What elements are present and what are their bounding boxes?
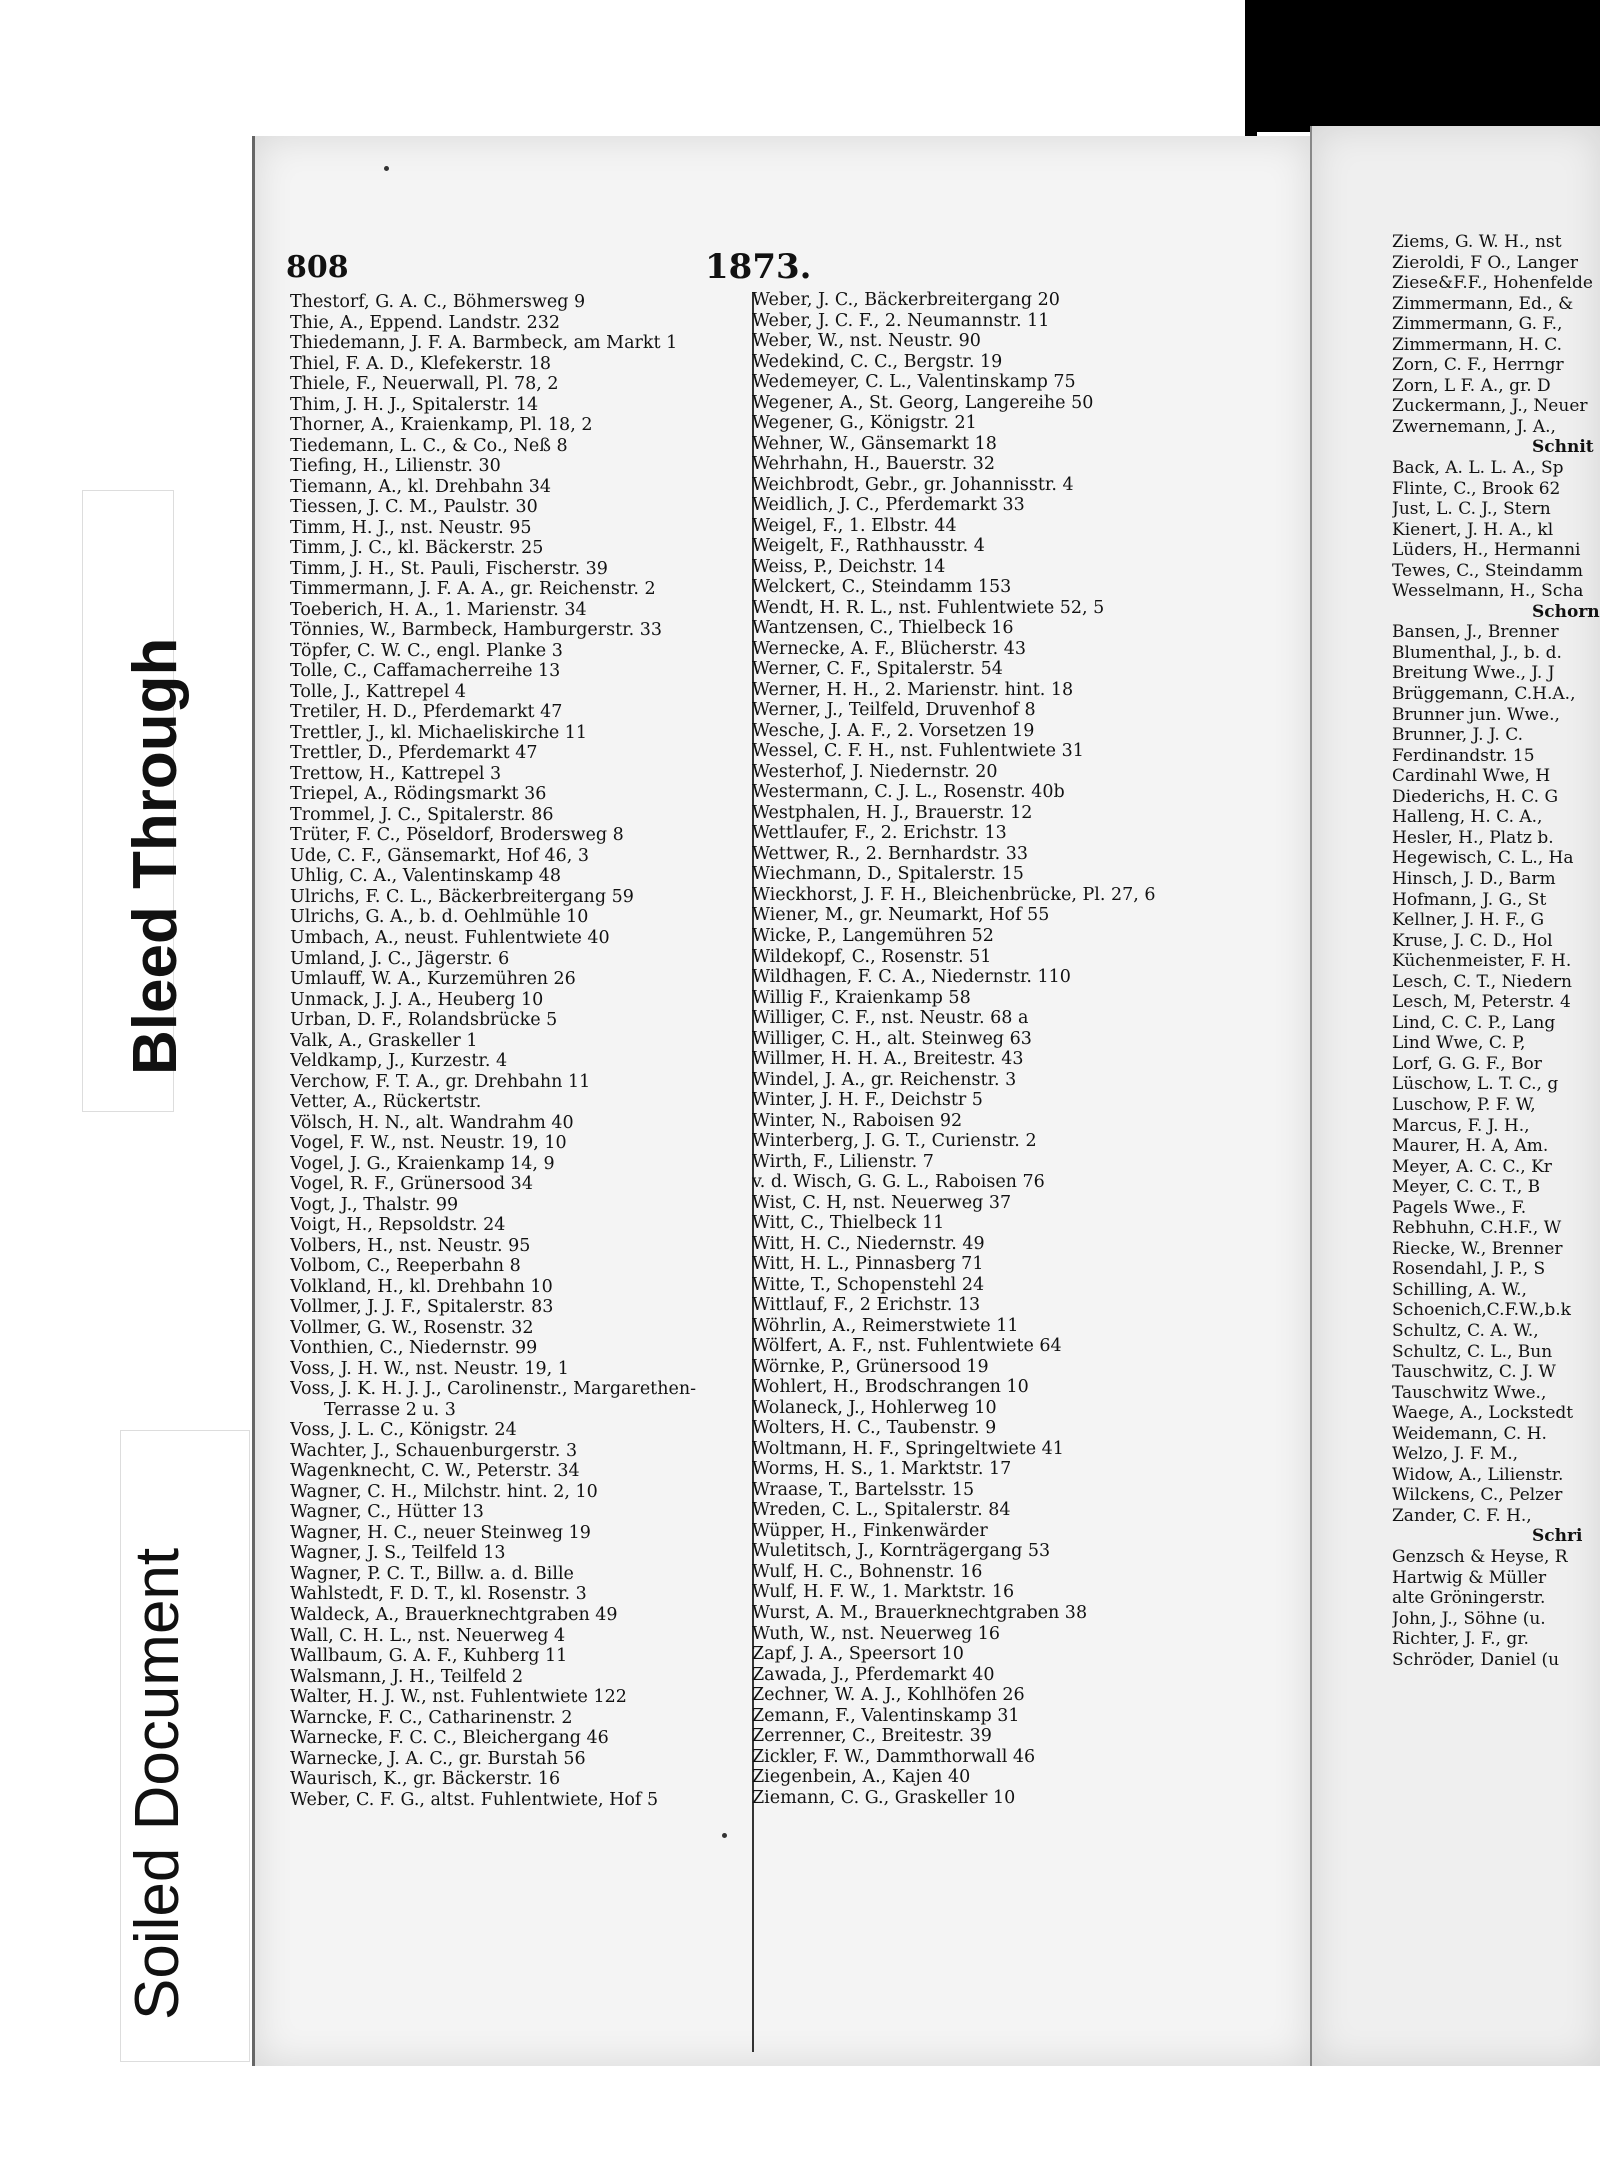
directory-entry: Westphalen, H. J., Brauerstr. 12: [752, 802, 1033, 823]
directory-entry: Zapf, J. A., Speersort 10: [752, 1644, 964, 1665]
soiled-document-label: Soiled Document: [123, 1547, 192, 2020]
directory-entry: Vogel, J. G., Kraienkamp 14, 9: [290, 1153, 555, 1174]
directory-entry: Tewes, C., Steindamm: [1392, 560, 1584, 581]
directory-entry: Tönnies, W., Barmbeck, Hamburgerstr. 33: [290, 620, 662, 641]
directory-entry: Weber, J. C., Bäckerbreitergang 20: [752, 290, 1060, 310]
directory-entry: Trettler, J., kl. Michaeliskirche 11: [290, 722, 588, 743]
directory-entry: Wulf, H. C., Bohnenstr. 16: [752, 1561, 983, 1582]
directory-entry: Wagner, C., Hütter 13: [290, 1502, 484, 1523]
directory-entry: Lind, C. C. P., Lang: [1392, 1012, 1556, 1033]
directory-entry: Wagenknecht, C. W., Peterstr. 34: [290, 1461, 580, 1482]
directory-entry: Wedemeyer, C. L., Valentinskamp 75: [752, 372, 1076, 393]
directory-entry: Vollmer, G. W., Rosenstr. 32: [290, 1317, 534, 1338]
directory-entry: Völsch, H. N., alt. Wandrahm 40: [290, 1112, 574, 1133]
directory-entry: Breitung Wwe., J. J: [1392, 663, 1555, 684]
directory-entry: Volkland, H., kl. Drehbahn 10: [290, 1276, 553, 1297]
directory-entry: Wall, C. H. L., nst. Neuerweg 4: [290, 1625, 566, 1646]
directory-entry: Waurisch, K., gr. Bäckerstr. 16: [290, 1769, 561, 1790]
directory-entry: Timm, H. J., nst. Neustr. 95: [290, 517, 532, 538]
directory-entry: Pagels Wwe., F.: [1392, 1197, 1527, 1218]
directory-entry: Wuth, W., nst. Neuerweg 16: [752, 1623, 1001, 1644]
page-year: 1873.: [705, 247, 812, 287]
directory-entry: Wehrhahn, H., Bauerstr. 32: [752, 454, 996, 475]
directory-entry: Lesch, C. T., Niedern: [1392, 971, 1573, 992]
directory-entry: Wessel, C. F. H., nst. Fuhlentwiete 31: [752, 741, 1084, 762]
directory-entry: Vetter, A., Rückertstr.: [290, 1092, 482, 1113]
directory-entry: Wöhrlin, A., Reimerstwiete 11: [752, 1315, 1019, 1336]
page-number: 808: [286, 250, 349, 285]
directory-entry: Diederichs, H. C. G: [1392, 786, 1559, 807]
directory-entry: Walter, H. J. W., nst. Fuhlentwiete 122: [290, 1687, 627, 1708]
directory-entry: Thorner, A., Kraienkamp, Pl. 18, 2: [290, 415, 593, 436]
left-column: [290, 292, 752, 1810]
directory-entry: Cardinahl Wwe, H: [1392, 766, 1551, 787]
frame-top-bar: [1245, 0, 1600, 132]
directory-entry: Wendt, H. R. L., nst. Fuhlentwiete 52, 5: [752, 597, 1105, 618]
directory-entry: Weichbrodt, Gebr., gr. Johannisstr. 4: [752, 474, 1074, 495]
directory-entry: Wulf, H. F. W., 1. Marktstr. 16: [752, 1582, 1015, 1603]
directory-entry: Zuckermann, J., Neuer: [1392, 396, 1588, 417]
directory-entry: Tiessen, J. C. M., Paulstr. 30: [290, 497, 538, 518]
directory-entry: Rosendahl, J. P., S: [1392, 1259, 1546, 1280]
directory-entry: Weber, J. C. F., 2. Neumannstr. 11: [752, 310, 1050, 331]
directory-entry: Vogel, F. W., nst. Neustr. 19, 10: [290, 1133, 567, 1154]
directory-entry: Werner, J., Teilfeld, Druvenhof 8: [752, 700, 1036, 721]
directory-entry: Lind Wwe, C. P,: [1392, 1033, 1526, 1054]
directory-entry: Ulrichs, G. A., b. d. Oehlmühle 10: [290, 907, 589, 928]
directory-entry: Wernecke, A. F., Blücherstr. 43: [752, 638, 1027, 659]
directory-entry: Wachter, J., Schauenburgerstr. 3: [290, 1440, 578, 1461]
directory-entry: Blumenthal, J., b. d.: [1392, 642, 1562, 663]
directory-entry: Wagner, J. S., Teilfeld 13: [290, 1543, 506, 1564]
directory-entry: Lüders, H., Hermanni: [1392, 540, 1581, 561]
directory-entry: Williger, C. F., nst. Neustr. 68 a: [752, 1008, 1029, 1029]
directory-entry: Wildhagen, F. C. A., Niedernstr. 110: [752, 967, 1071, 988]
directory-entry: Schilling, A. W.,: [1392, 1279, 1527, 1300]
directory-entry: Tiemann, A., kl. Drehbahn 34: [290, 476, 552, 497]
directory-entry: Winterberg, J. G. T., Curienstr. 2: [752, 1131, 1037, 1152]
directory-entry: Zimmermann, Ed., &: [1392, 293, 1574, 314]
directory-entry: Witt, C., Thielbeck 11: [752, 1213, 945, 1234]
directory-entry: Westermann, C. J. L., Rosenstr. 40b: [752, 782, 1065, 803]
directory-entry: Wesche, J. A. F., 2. Vorsetzen 19: [752, 720, 1035, 741]
directory-entry: Maurer, H. A, Am.: [1392, 1136, 1549, 1157]
directory-entry: Ziese&F.F., Hohenfelde: [1392, 273, 1593, 294]
directory-entry: Ziemann, C. G., Graskeller 10: [752, 1787, 1016, 1808]
directory-entry: Witte, T., Schopenstehl 24: [752, 1274, 985, 1295]
directory-entry: Hinsch, J. D., Barm: [1392, 868, 1556, 889]
directory-entry: Weiss, P., Deichstr. 14: [752, 556, 946, 577]
directory-entry: Zimmermann, H. C.: [1392, 334, 1563, 355]
directory-entry: Tretiler, H. D., Pferdemarkt 47: [290, 702, 563, 723]
directory-entry: Rebhuhn, C.H.F., W: [1392, 1218, 1562, 1239]
directory-entry: Voss, J. H. W., nst. Neustr. 19, 1: [290, 1358, 569, 1379]
directory-entry: Flinte, C., Brook 62: [1392, 478, 1561, 499]
directory-entry: Back, A. L. L. A., Sp: [1392, 458, 1564, 479]
directory-entry: Thiedemann, J. F. A. Barmbeck, am Markt 1: [290, 333, 678, 354]
directory-entry: Worms, H. S., 1. Marktstr. 17: [752, 1459, 1012, 1480]
directory-entry: Williger, C. H., alt. Steinweg 63: [752, 1028, 1032, 1049]
directory-entry: alte Gröningerstr.: [1392, 1588, 1546, 1609]
directory-entry: Terrasse 2 u. 3: [324, 1399, 456, 1420]
directory-entry: Wölfert, A. F., nst. Fuhlentwiete 64: [752, 1336, 1062, 1357]
directory-entry: Wilckens, C., Pelzer: [1392, 1485, 1563, 1506]
directory-entry: Werner, C. F., Spitalerstr. 54: [752, 659, 1003, 680]
directory-entry: Riecke, W., Brenner: [1392, 1238, 1563, 1259]
directory-entry: Ziems, G. W. H., nst: [1392, 232, 1562, 252]
frame-right-bar: [1245, 0, 1257, 140]
directory-entry: Windel, J. A., gr. Reichenstr. 3: [752, 1069, 1017, 1090]
directory-entry: Westerhof, J. Niedernstr. 20: [752, 761, 998, 782]
directory-entry: Schoenich,C.F.W.,b.k: [1392, 1300, 1571, 1321]
directory-entry: Wiechmann, D., Spitalerstr. 15: [752, 864, 1024, 885]
directory-entry: Voigt, H., Repsoldstr. 24: [290, 1215, 506, 1236]
directory-entry: v. d. Wisch, G. G. L., Raboisen 76: [752, 1172, 1045, 1193]
directory-entry: Wantzensen, C., Thielbeck 16: [752, 618, 1014, 639]
directory-entry: Valk, A., Graskeller 1: [290, 1030, 478, 1051]
directory-entry: Willmer, H. H. A., Breitestr. 43: [752, 1049, 1024, 1070]
directory-entry: Ferdinandstr. 15: [1392, 745, 1535, 766]
directory-entry: Küchenmeister, F. H.: [1392, 951, 1572, 972]
directory-entry: Wegener, A., St. Georg, Langereihe 50: [752, 392, 1094, 413]
directory-entry: Schultz, C. L., Bun: [1392, 1341, 1553, 1362]
directory-entry: Just, L. C. J., Stern: [1392, 499, 1551, 520]
directory-entry: Thiele, F., Neuerwall, Pl. 78, 2: [290, 374, 559, 395]
directory-entry: Thestorf, G. A. C., Böhmersweg 9: [290, 292, 586, 312]
directory-entry: Wesselmann, H., Scha: [1392, 581, 1584, 602]
directory-entry: Umland, J. C., Jägerstr. 6: [290, 948, 510, 969]
directory-entry: Witt, H. L., Pinnasberg 71: [752, 1254, 984, 1275]
directory-entry: Warncke, F. C., Catharinenstr. 2: [290, 1707, 573, 1728]
directory-entry: Wolaneck, J., Hohlerweg 10: [752, 1397, 997, 1418]
directory-entry: Trettow, H., Kattrepel 3: [290, 763, 502, 784]
directory-entry: Wedekind, C. C., Bergstr. 19: [752, 351, 1003, 372]
directory-entry: Thie, A., Eppend. Landstr. 232: [290, 312, 560, 333]
directory-entry: Wittlauf, F., 2 Erichstr. 13: [752, 1295, 981, 1316]
directory-entry: John, J., Söhne (u.: [1392, 1608, 1546, 1629]
directory-entry: Kienert, J. H. A., kl: [1392, 519, 1554, 540]
directory-entry: Tiefing, H., Lilienstr. 30: [290, 456, 501, 477]
directory-entry: Winter, N., Raboisen 92: [752, 1110, 963, 1131]
directory-entry: Luschow, P. F. W,: [1392, 1094, 1536, 1115]
directory-entry: Winter, J. H. F., Deichstr 5: [752, 1090, 983, 1111]
directory-entry: Werner, H. H., 2. Marienstr. hint. 18: [752, 679, 1074, 700]
section-heading: Schri: [1532, 1526, 1583, 1547]
section-heading: Schorn: [1532, 601, 1600, 622]
directory-entry: Wildekopf, C., Rosenstr. 51: [752, 946, 992, 967]
directory-entry: Kruse, J. C. D., Hol: [1392, 930, 1553, 951]
directory-entry: Wolters, H. C., Taubenstr. 9: [752, 1418, 997, 1439]
directory-entry: Wiener, M., gr. Neumarkt, Hof 55: [752, 905, 1050, 926]
directory-entry: Hofmann, J. G., St: [1392, 889, 1547, 910]
directory-entry: Zemann, F., Valentinskamp 31: [752, 1705, 1020, 1726]
directory-entry: Ulrichs, F. C. L., Bäckerbreitergang 59: [290, 886, 634, 907]
right-column: [1392, 232, 1600, 1670]
directory-entry: Lesch, M, Peterstr. 4: [1392, 992, 1571, 1013]
directory-entry: Wuletitsch, J., Kornträgergang 53: [752, 1541, 1051, 1562]
directory-entry: Tolle, J., Kattrepel 4: [290, 681, 467, 702]
directory-entry: Meyer, A. C. C., Kr: [1392, 1156, 1552, 1177]
directory-entry: Zawada, J., Pferdemarkt 40: [752, 1664, 995, 1685]
directory-entry: Zander, C. F. H.,: [1392, 1505, 1532, 1526]
directory-entry: Tauschwitz Wwe.,: [1392, 1382, 1547, 1403]
directory-entry: Vogel, R. F., Grünersood 34: [290, 1174, 533, 1195]
directory-entry: Zerrenner, C., Breitestr. 39: [752, 1726, 992, 1747]
directory-entry: Tiedemann, L. C., & Co., Neß 8: [290, 435, 568, 456]
directory-entry: Unmack, J. J. A., Heuberg 10: [290, 989, 544, 1010]
directory-entry: Toeberich, H. A., 1. Marienstr. 34: [290, 599, 587, 620]
directory-entry: Timm, J. H., St. Pauli, Fischerstr. 39: [290, 558, 608, 579]
directory-entry: Wirth, F., Lilienstr. 7: [752, 1151, 934, 1172]
directory-entry: Bansen, J., Brenner: [1392, 622, 1559, 643]
directory-entry: Schröder, Daniel (u: [1392, 1649, 1560, 1670]
directory-entry: Warnecke, F. C. C., Bleichergang 46: [290, 1728, 609, 1749]
directory-entry: Wüpper, H., Finkenwärder: [752, 1520, 988, 1541]
directory-entry: Vogt, J., Thalstr. 99: [290, 1194, 459, 1215]
directory-entry: Weigel, F., 1. Elbstr. 44: [752, 515, 957, 536]
directory-entry: Waldeck, A., Brauerknechtgraben 49: [290, 1605, 618, 1625]
directory-entry: Waege, A., Lockstedt: [1392, 1403, 1574, 1424]
directory-entry: Weber, W., nst. Neustr. 90: [752, 331, 981, 352]
directory-entry: Wegener, G., Königstr. 21: [752, 413, 977, 434]
directory-entry: Wurst, A. M., Brauerknechtgraben 38: [752, 1603, 1088, 1623]
directory-entry: Wicke, P., Langemühren 52: [752, 925, 994, 946]
directory-entry: Timmermann, J. F. A. A., gr. Reichenstr. 2: [290, 579, 656, 600]
directory-entry: Halleng, H. C. A.,: [1392, 807, 1543, 828]
directory-entry: Wehner, W., Gänsemarkt 18: [752, 433, 997, 454]
middle-column: [752, 290, 1304, 1808]
directory-entry: Zieroldi, F O., Langer: [1392, 252, 1579, 273]
directory-entry: Trommel, J. C., Spitalerstr. 86: [290, 804, 554, 825]
directory-entry: Volbom, C., Reeperbahn 8: [290, 1256, 521, 1277]
directory-entry: Töpfer, C. W. C., engl. Planke 3: [290, 640, 563, 661]
section-heading: Schnit: [1532, 437, 1594, 458]
speck: [384, 166, 389, 171]
directory-entry: Voss, J. K. H. J. J., Carolinenstr., Margarethen-: [290, 1379, 697, 1400]
directory-entry: Wallbaum, G. A. F., Kuhberg 11: [290, 1646, 568, 1667]
directory-entry: Schultz, C. A. W.,: [1392, 1320, 1539, 1341]
directory-entry: Umbach, A., neust. Fuhlentwiete 40: [290, 927, 610, 948]
directory-entry: Wraase, T., Bartelsstr. 15: [752, 1479, 975, 1500]
directory-entry: Triepel, A., Rödingsmarkt 36: [290, 784, 547, 805]
directory-entry: Wohlert, H., Brodschrangen 10: [752, 1377, 1029, 1398]
directory-entry: Zechner, W. A. J., Kohlhöfen 26: [752, 1685, 1025, 1706]
directory-entry: Welckert, C., Steindamm 153: [752, 577, 1012, 598]
directory-entry: Brunner jun. Wwe.,: [1392, 704, 1560, 725]
directory-entry: Thim, J. H. J., Spitalerstr. 14: [290, 394, 539, 415]
directory-entry: Wettlaufer, F., 2. Erichstr. 13: [752, 823, 1007, 844]
directory-entry: Lüschow, L. T. C., g: [1392, 1074, 1559, 1095]
directory-entry: Wreden, C. L., Spitalerstr. 84: [752, 1500, 1011, 1521]
directory-entry: Hesler, H., Platz b.: [1392, 827, 1554, 848]
directory-entry: Thiel, F. A. D., Klefekerstr. 18: [290, 353, 552, 374]
directory-entry: Hegewisch, C. L., Ha: [1392, 848, 1574, 869]
directory-entry: Zwernemann, J. A.,: [1392, 416, 1556, 437]
directory-entry: Brunner, J. J. C.: [1392, 725, 1524, 746]
directory-entry: Weber, C. F. G., altst. Fuhlentwiete, Hof 5: [290, 1789, 659, 1810]
directory-entry: Trettler, D., Pferdemarkt 47: [290, 743, 538, 764]
directory-entry: Wagner, H. C., neuer Steinweg 19: [290, 1522, 591, 1543]
directory-entry: Wahlstedt, F. D. T., kl. Rosenstr. 3: [290, 1584, 587, 1605]
directory-entry: Wörnke, P., Grünersood 19: [752, 1356, 989, 1377]
directory-entry: Wagner, C. H., Milchstr. hint. 2, 10: [290, 1481, 598, 1502]
directory-entry: Zimmermann, G. F.,: [1392, 314, 1563, 335]
directory-entry: Zickler, F. W., Dammthorwall 46: [752, 1746, 1036, 1767]
directory-entry: Wettwer, R., 2. Bernhardstr. 33: [752, 843, 1028, 864]
directory-entry: Hartwig & Müller: [1392, 1567, 1547, 1588]
directory-entry: Tauschwitz, C. J. W: [1392, 1362, 1556, 1383]
directory-entry: Timm, J. C., kl. Bäckerstr. 25: [290, 538, 544, 559]
directory-entry: Veldkamp, J., Kurzestr. 4: [290, 1051, 508, 1072]
directory-entry: Weigelt, F., Rathhausstr. 4: [752, 536, 985, 557]
directory-entry: Trüter, F. C., Pöseldorf, Brodersweg 8: [290, 825, 624, 846]
directory-entry: Ude, C. F., Gänsemarkt, Hof 46, 3: [290, 845, 589, 866]
directory-entry: Voss, J. L. C., Königstr. 24: [290, 1420, 517, 1441]
directory-entry: Genzsch & Heyse, R: [1392, 1547, 1568, 1567]
speck: [722, 1833, 727, 1838]
directory-entry: Kellner, J. H. F., G: [1392, 910, 1545, 931]
directory-entry: Richter, J. F., gr.: [1392, 1629, 1529, 1650]
directory-entry: Tolle, C., Caffamacherreihe 13: [290, 661, 561, 682]
directory-entry: Welzo, J. F. M.,: [1392, 1444, 1519, 1465]
directory-entry: Uhlig, C. A., Valentinskamp 48: [290, 866, 561, 887]
directory-entry: Vollmer, J. J. F., Spitalerstr. 83: [290, 1297, 554, 1318]
directory-entry: Brüggemann, C.H.A.,: [1392, 684, 1576, 705]
directory-entry: Weidemann, C. H.: [1392, 1423, 1547, 1444]
directory-entry: Urban, D. F., Rolandsbrücke 5: [290, 1010, 558, 1031]
directory-entry: Ziegenbein, A., Kajen 40: [752, 1767, 971, 1788]
directory-entry: Wagner, P. C. T., Billw. a. d. Bille: [290, 1563, 574, 1584]
directory-entry: Volbers, H., nst. Neustr. 95: [290, 1235, 531, 1256]
directory-entry: Walsmann, J. H., Teilfeld 2: [290, 1666, 524, 1687]
directory-entry: Lorf, G. G. F., Bor: [1392, 1053, 1542, 1074]
directory-entry: Vonthien, C., Niedernstr. 99: [290, 1338, 538, 1359]
directory-entry: Wieckhorst, J. F. H., Bleichenbrücke, Pl. 27, 6: [752, 884, 1156, 905]
directory-entry: Umlauff, W. A., Kurzemühren 26: [290, 969, 576, 990]
directory-entry: Zorn, C. F., Herrngr: [1392, 355, 1564, 376]
directory-entry: Marcus, F. J. H.,: [1392, 1115, 1530, 1136]
directory-entry: Zorn, L F. A., gr. D: [1392, 375, 1551, 396]
directory-entry: Willig F., Kraienkamp 58: [752, 987, 971, 1008]
directory-entry: Widow, A., Lilienstr.: [1392, 1464, 1564, 1485]
directory-entry: Woltmann, H. F., Springeltwiete 41: [752, 1438, 1064, 1459]
directory-entry: Warnecke, J. A. C., gr. Burstah 56: [290, 1748, 586, 1769]
bleed-through-label: Bleed Through: [121, 637, 190, 1075]
directory-entry: Verchow, F. T. A., gr. Drehbahn 11: [290, 1071, 591, 1092]
directory-entry: Witt, H. C., Niedernstr. 49: [752, 1233, 985, 1254]
directory-entry: Wist, C. H, nst. Neuerweg 37: [752, 1192, 1012, 1213]
directory-entry: Weidlich, J. C., Pferdemarkt 33: [752, 495, 1025, 516]
directory-entry: Meyer, C. C. T., B: [1392, 1177, 1541, 1198]
